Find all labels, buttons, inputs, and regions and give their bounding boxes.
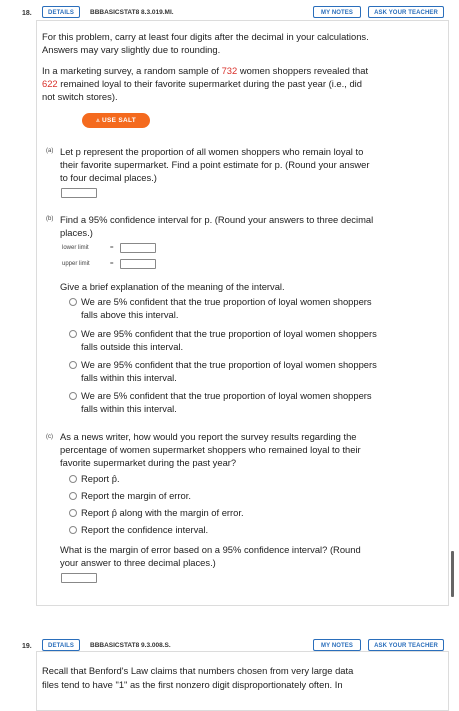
question-number: 19. [22,643,32,650]
part-c-label: (c) [46,434,53,440]
report-option-radio[interactable] [69,475,77,483]
benford-text-1: Recall that Benford's Law claims that numbers chosen from very large data [42,665,354,676]
report-option-radio[interactable] [69,526,77,534]
intro-text-1: For this problem, carry at least four digits after the decimal in your calculations. [42,31,369,42]
equals-sign: = [110,245,114,251]
my-notes-button[interactable]: MY NOTES [313,6,361,18]
part-c-text-1: As a news writer, how would you report the survey results regarding the [60,431,357,442]
upper-limit-label: upper limit [62,261,90,267]
details-button[interactable]: DETAILS [42,639,80,651]
interval-option-text: falls within this interval. [81,372,177,383]
survey-text-3: not switch stores). [42,91,118,102]
interval-option-text: falls above this interval. [81,309,179,320]
interval-option-text: We are 5% confident that the true proportion of loyal women shoppers [81,296,372,307]
interval-option-radio[interactable] [69,361,77,369]
lower-limit-input[interactable] [120,243,156,253]
interval-option-radio[interactable] [69,330,77,338]
report-option-radio[interactable] [69,509,77,517]
interval-option-text: falls outside this interval. [81,341,184,352]
interval-option-radio[interactable] [69,392,77,400]
question-number: 18. [22,10,32,17]
interval-option-text: falls within this interval. [81,403,177,414]
margin-error-input[interactable] [61,573,97,583]
use-salt-label: USE SALT [101,117,137,124]
upper-limit-input[interactable] [120,259,156,269]
survey-text-part: In a marketing survey, a random sample of [42,65,222,76]
scrollbar[interactable] [451,551,454,597]
ask-teacher-button[interactable]: ASK YOUR TEACHER [368,6,444,18]
part-b-label: (b) [46,216,54,222]
report-option-text: Report p̂. [81,473,120,484]
part-a-text-2: their favorite supermarket. Find a point estimate for p. (Round your answer [60,159,370,170]
point-estimate-input[interactable] [61,188,97,198]
part-b-text-1: Find a 95% confidence interval for p. (Round your answers to three decimal [60,214,374,225]
loyal-count: 622 [42,78,58,89]
equals-sign: = [110,261,114,267]
interval-option-text: We are 5% confident that the true proportion of loyal women shoppers [81,390,372,401]
use-salt-button[interactable] [82,113,150,128]
part-c-text-3: favorite supermarket during the past year? [60,457,237,468]
explain-prompt: Give a brief explanation of the meaning of the interval. [60,281,285,292]
interval-option-radio[interactable] [69,298,77,306]
margin-error-prompt-1: What is the margin of error based on a 95% confidence interval? (Round [60,544,361,555]
interval-option-text: We are 95% confident that the true proportion of loyal women shoppers [81,359,377,370]
interval-option-text: We are 95% confident that the true proportion of loyal women shoppers [81,328,377,339]
part-a-text-3: to four decimal places.) [60,172,157,183]
my-notes-button[interactable]: MY NOTES [313,639,361,651]
part-a-text-1: Let p represent the proportion of all women shoppers who remain loyal to [60,146,364,157]
problem-code: BBBASICSTAT8 9.3.008.S. [90,642,171,649]
margin-error-prompt-2: your answer to three decimal places.) [60,557,216,568]
report-option-text: Report the margin of error. [81,490,191,501]
survey-text-2 [42,77,362,90]
lower-limit-label: lower limit [62,245,89,251]
benford-text-2: files tend to have "1" as the first nonzero digit disproportionately often. In [42,679,343,690]
details-button[interactable]: DETAILS [42,6,80,18]
ask-teacher-button[interactable]: ASK YOUR TEACHER [368,639,444,651]
survey-text-1 [42,64,368,77]
part-c-text-2: percentage of women supermarket shoppers who remained loyal to their [60,444,361,455]
report-option-radio[interactable] [69,492,77,500]
part-a-label: (a) [46,148,54,154]
problem-code: BBBASICSTAT8 8.3.019.MI. [90,9,174,16]
survey-text-part: remained loyal to their favorite supermarket during the past year (i.e., did [57,78,362,89]
part-b-text-2: places.) [60,227,93,238]
report-option-text: Report the confidence interval. [81,524,209,535]
sample-size: 732 [221,65,238,76]
intro-text-2: Answers may vary slightly due to rounding. [42,44,221,55]
report-option-text: Report p̂ along with the margin of error. [81,507,244,518]
salt-icon: ⩓ [95,117,100,124]
survey-text-part: women shoppers revealed that [237,65,369,76]
